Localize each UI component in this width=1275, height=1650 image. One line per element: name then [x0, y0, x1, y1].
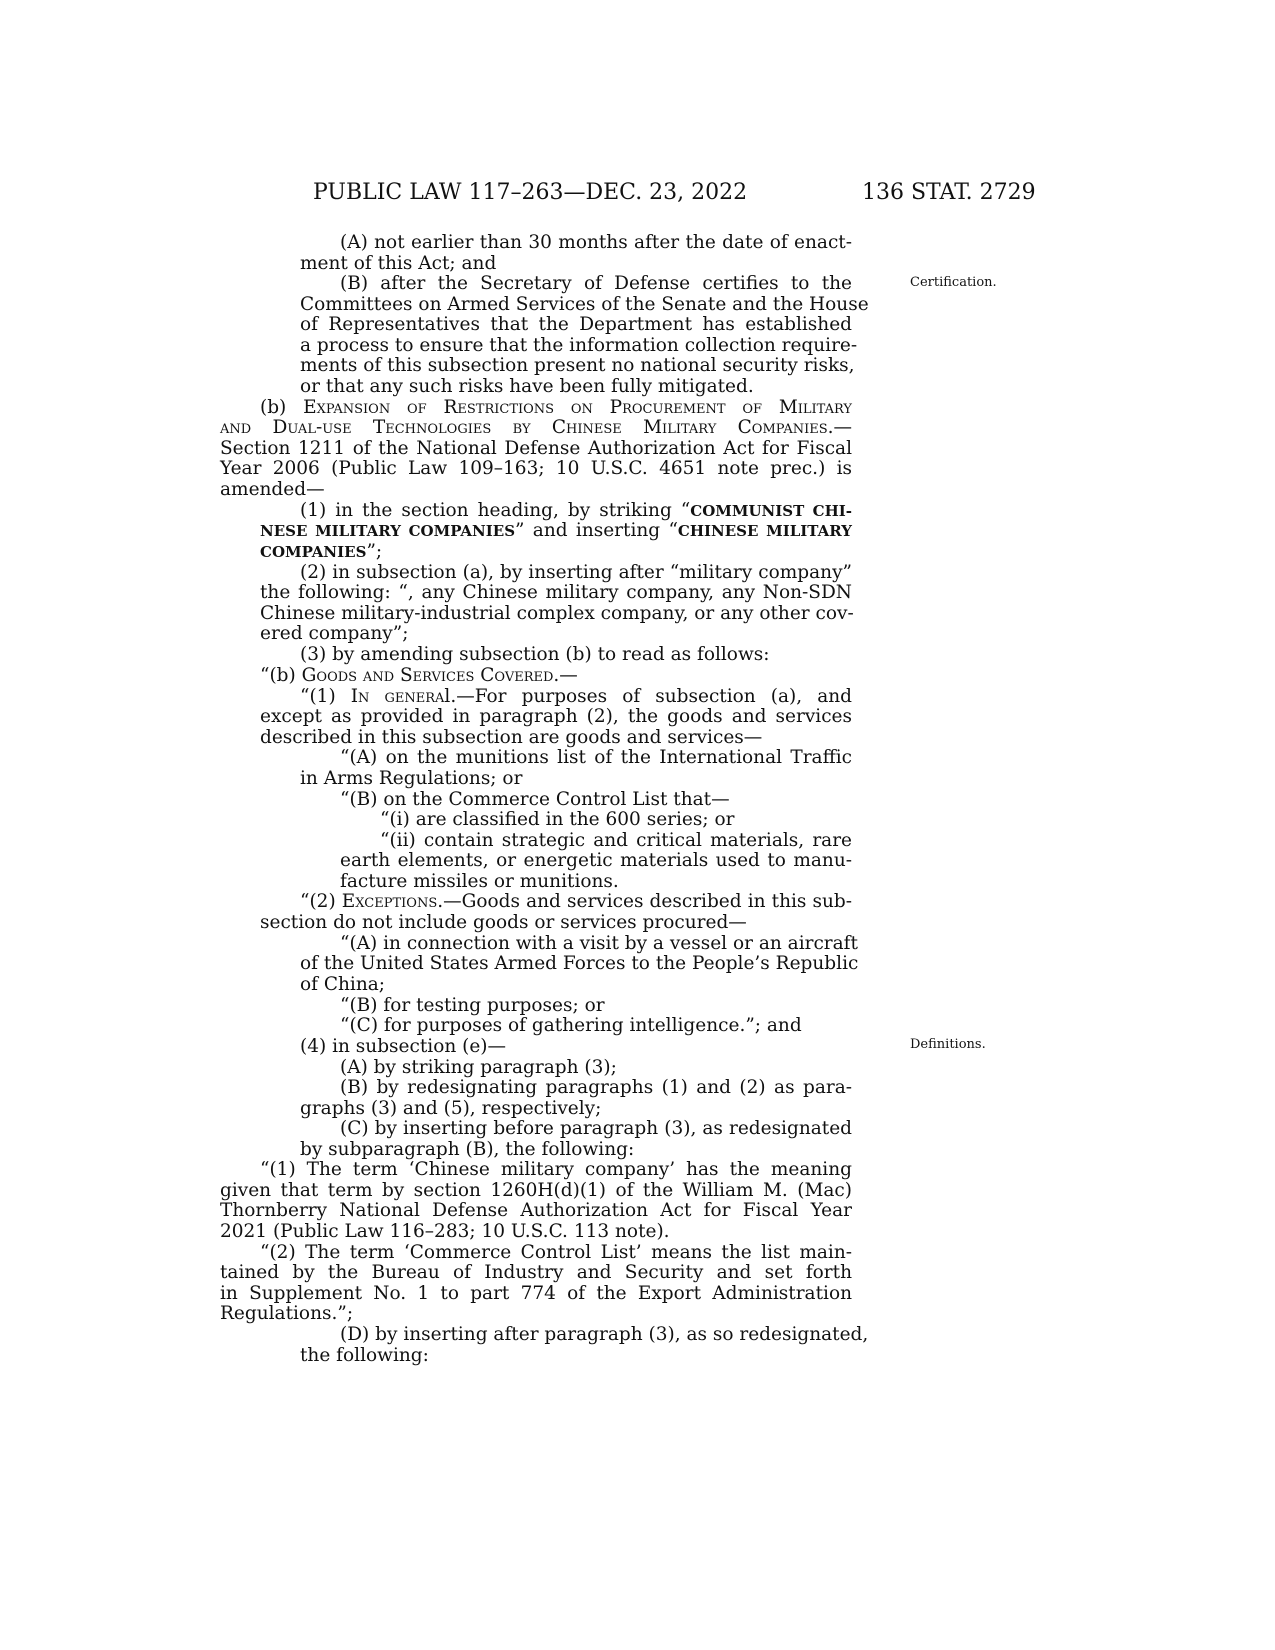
page-stat-number: 136 STAT. 2729	[862, 180, 1036, 205]
text-line: 2021 (Public Law 116–283; 10 U.S.C. 113 note).	[220, 1221, 670, 1242]
text-line: earth elements, or energetic materials used to manu-	[340, 850, 852, 871]
text-line: “(A) in connection with a visit by a vessel or an aircraft	[340, 933, 858, 954]
text-line: the following: “, any Chinese military company, any Non-SDN	[260, 582, 852, 603]
text-line: ered company”;	[260, 623, 409, 644]
text-line: “(B) for testing purposes; or	[340, 995, 605, 1016]
margin-note-definitions: Definitions.	[910, 1037, 986, 1052]
text-line: (A) not earlier than 30 months after the date of enact-	[340, 232, 852, 253]
text-line: “(ii) contain strategic and critical materials, rare	[380, 830, 852, 851]
text-line: given that term by section 1260H(d)(1) of the William M. (Mac)	[220, 1180, 852, 1201]
text-line: Chinese military-industrial complex company, or any other cov-	[260, 603, 854, 624]
text-line: of the United States Armed Forces to the People’s Republic	[300, 953, 859, 974]
text-line: (B) after the Secretary of Defense certifies to the	[340, 273, 852, 294]
text-line: “(1) In general.—For purposes of subsection (a), and	[300, 686, 852, 707]
text-line: a process to ensure that the information collection require-	[300, 335, 858, 356]
text-line: “(i) are classified in the 600 series; or	[380, 809, 735, 830]
running-header-title: PUBLIC LAW 117–263—DEC. 23, 2022	[313, 180, 748, 205]
text-line: (C) by inserting before paragraph (3), as redesignated	[340, 1118, 852, 1139]
text-line: ments of this subsection present no national security risks,	[300, 355, 855, 376]
text-line: “(B) on the Commerce Control List that—	[340, 789, 730, 810]
text-line: (3) by amending subsection (b) to read as follows:	[300, 644, 770, 665]
text-line: (B) by redesignating paragraphs (1) and (2) as para-	[340, 1077, 852, 1098]
text-line: (2) in subsection (a), by inserting after “military company”	[300, 562, 852, 583]
text-line: (1) in the section heading, by striking “COMMUNIST CHI-	[300, 500, 852, 521]
text-line: the following:	[300, 1345, 429, 1366]
text-line: “(2) The term ‘Commerce Control List’ means the list main-	[260, 1242, 852, 1263]
text-line: in Supplement No. 1 to part 774 of the Export Administration	[220, 1283, 852, 1304]
text-line: and Dual-use Technologies by Chinese Military Companies.—	[220, 417, 852, 438]
text-line: facture missiles or munitions.	[340, 871, 619, 892]
text-line: amended—	[220, 479, 325, 500]
text-line: (A) by striking paragraph (3);	[340, 1057, 617, 1078]
text-line: (b) Expansion of Restrictions on Procurement of Military	[260, 397, 852, 418]
text-line: Section 1211 of the National Defense Authorization Act for Fiscal	[220, 438, 852, 459]
text-line: “(C) for purposes of gathering intelligence.”; and	[340, 1015, 802, 1036]
text-line: “(b) Goods and Services Covered.—	[260, 665, 578, 686]
text-line: Regulations.”;	[220, 1303, 354, 1324]
text-line: Year 2006 (Public Law 109–163; 10 U.S.C. 4651 note prec.) is	[220, 458, 852, 479]
text-line: “(2) Exceptions.—Goods and services described in this sub-	[300, 891, 852, 912]
text-line: (D) by inserting after paragraph (3), as so redesignated,	[340, 1324, 869, 1345]
text-line: by subparagraph (B), the following:	[300, 1139, 635, 1160]
text-line: NESE MILITARY COMPANIES” and inserting “CHINESE MILITARY	[260, 520, 852, 541]
margin-note-certification: Certification.	[910, 275, 997, 290]
text-line: ment of this Act; and	[300, 253, 497, 274]
text-line: tained by the Bureau of Industry and Security and set forth	[220, 1262, 852, 1283]
text-line: (4) in subsection (e)—	[300, 1036, 507, 1057]
text-line: of China;	[300, 974, 386, 995]
text-line: or that any such risks have been fully mitigated.	[300, 376, 754, 397]
text-line: COMPANIES”;	[260, 541, 383, 562]
text-line: except as provided in paragraph (2), the goods and services	[260, 706, 852, 727]
text-line: section do not include goods or services procured—	[260, 912, 747, 933]
text-line: “(A) on the munitions list of the International Traffic	[340, 747, 852, 768]
text-line: Thornberry National Defense Authorization Act for Fiscal Year	[220, 1200, 852, 1221]
text-line: graphs (3) and (5), respectively;	[300, 1098, 602, 1119]
text-line: described in this subsection are goods and services—	[260, 727, 763, 748]
text-line: of Representatives that the Department has established	[300, 314, 852, 335]
text-line: “(1) The term ‘Chinese military company’ has the meaning	[260, 1159, 852, 1180]
text-line: Committees on Armed Services of the Senate and the House	[300, 294, 869, 315]
text-line: in Arms Regulations; or	[300, 768, 523, 789]
